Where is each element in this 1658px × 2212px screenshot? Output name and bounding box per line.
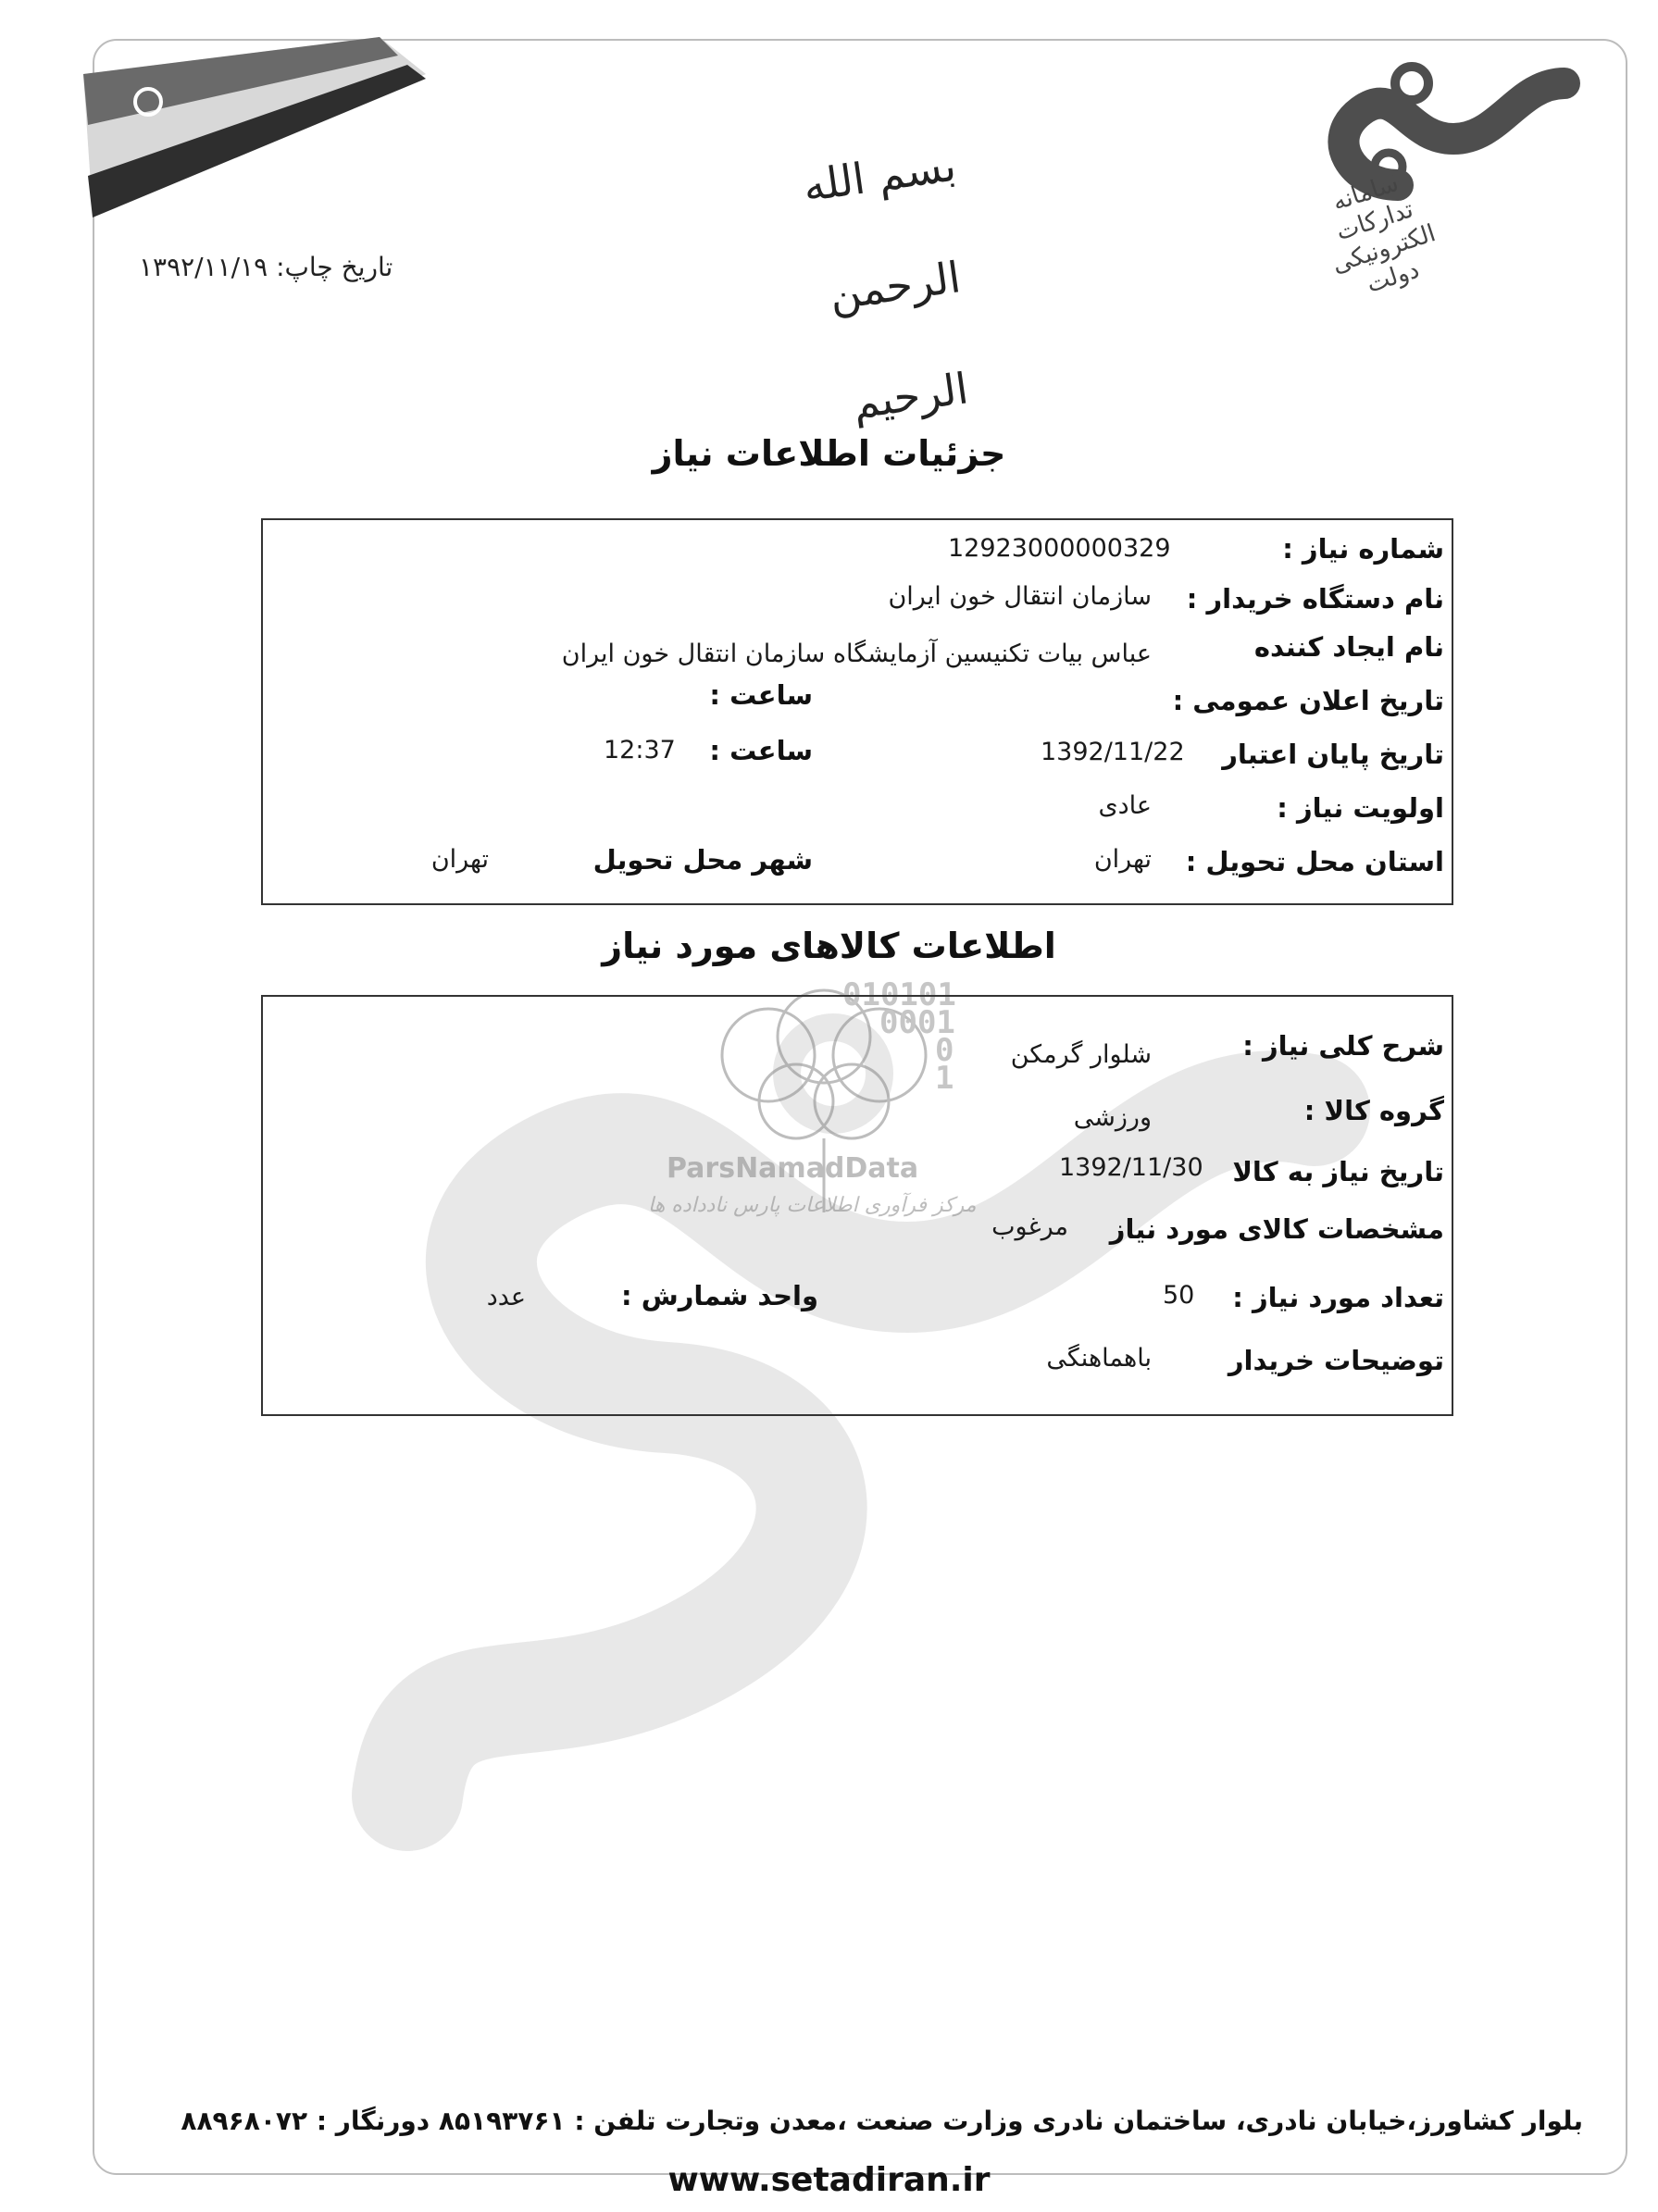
buyer-notes-label: توضیحات خریدار xyxy=(1228,1345,1444,1376)
digit-row: 0 xyxy=(935,1032,954,1069)
digit-row: 1 xyxy=(935,1060,954,1097)
need-number-label: شماره نیاز : xyxy=(1282,533,1444,565)
need-details-title: جزئیات اطلاعات نیاز xyxy=(652,433,1006,474)
validity-date: 1392/11/22 xyxy=(1041,738,1185,766)
bismillah-calligraphy: بسم الله الرحمن الرحیم xyxy=(800,140,972,429)
public-time-label: ساعت : xyxy=(709,679,813,711)
need-number-value: 12923000000329 xyxy=(948,534,1171,563)
unit-label: واحد شمارش : xyxy=(621,1280,818,1311)
province-value: تهران xyxy=(1093,845,1152,874)
buyer-label: نام دستگاه خریدار : xyxy=(1186,583,1444,615)
creator-label: نام ایجاد کننده xyxy=(1253,631,1444,663)
group-value: ورزشی xyxy=(1073,1103,1152,1132)
city-value: تهران xyxy=(430,845,489,874)
footer-address: بلوار کشاورز،خیابان نادری، ساختمان نادری وزارت صنعت ،معدن وتجارت تلفن : ۸۵۱۹۳۷۶۱ دورنگار : ۸۸۹۶۸۰۷۲ xyxy=(181,2106,1583,2136)
need-date-value: 1392/11/30 xyxy=(1059,1153,1203,1182)
validity-label: تاریخ پایان اعتبار xyxy=(1222,739,1444,770)
specs-label: مشخصات کالای مورد نیاز xyxy=(1109,1213,1444,1245)
group-label: گروه کالا : xyxy=(1303,1095,1444,1126)
logo-caption: سامانه تدارکات الکترونیکی دولت xyxy=(1328,168,1440,299)
digit-row: 0001 xyxy=(879,1004,955,1041)
quantity-label: تعداد مورد نیاز : xyxy=(1232,1282,1444,1313)
need-details-box xyxy=(261,518,1453,905)
goods-info-title: اطلاعات کالاهای مورد نیاز xyxy=(602,926,1056,966)
public-date-label: تاریخ اعلان عمومی : xyxy=(1172,685,1444,716)
priority-value: عادی xyxy=(1098,791,1152,820)
digit-row: 010101 xyxy=(842,976,956,1013)
footer-website: www.setadiran.ir xyxy=(667,2161,991,2199)
print-date-value: ۱۳۹۲/۱۱/۱۹ xyxy=(139,252,268,282)
specs-value: مرغوب xyxy=(991,1212,1068,1241)
creator-value: عباس بیات تکنیسین آزمایشگاه سازمان انتقال خون ایران xyxy=(561,640,1152,668)
description-value: شلوار گرمکن xyxy=(1010,1040,1152,1069)
quantity-value: 50 xyxy=(1163,1281,1195,1310)
parsnamad-brand: ParsNamadData xyxy=(667,1152,919,1185)
unit-value: عدد xyxy=(486,1283,526,1311)
need-date-label: تاریخ نیاز به کالا xyxy=(1232,1156,1444,1187)
city-label: شهر محل تحویل xyxy=(592,844,813,876)
validity-time: 12:37 xyxy=(604,736,676,764)
iran-flag-emblem xyxy=(74,37,426,250)
description-label: شرح کلی نیاز : xyxy=(1242,1030,1444,1062)
goods-info-box xyxy=(261,995,1453,1416)
validity-time-label: ساعت : xyxy=(709,735,813,766)
parsnamad-subtitle: مرکز فرآوری اطلاعات پارس نادداده ها xyxy=(648,1194,977,1217)
print-date xyxy=(139,252,393,282)
print-date-label: تاریخ چاپ: xyxy=(276,252,393,282)
province-label: استان محل تحویل : xyxy=(1185,846,1444,877)
buyer-notes-value: باهماهنگی xyxy=(1046,1344,1152,1373)
priority-label: اولویت نیاز : xyxy=(1277,792,1444,824)
buyer-value: سازمان انتقال خون ایران xyxy=(888,582,1152,611)
